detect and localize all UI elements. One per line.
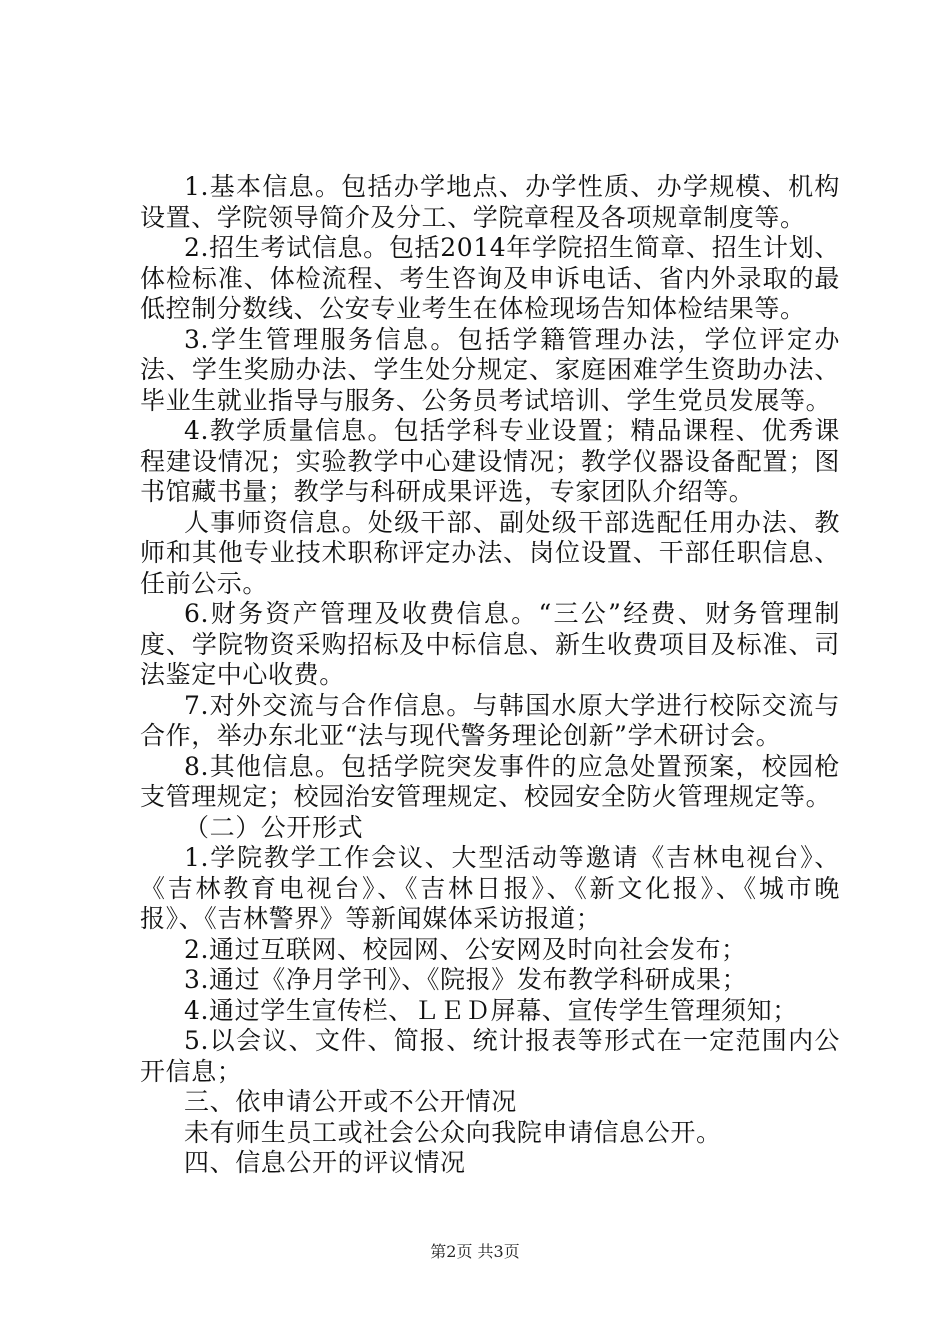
paragraph-form-journal: 3.通过《净月学刊》、《院报》发布教学科研成果； xyxy=(184,965,748,994)
paragraph-basic-info: 1.基本信息。包括办学地点、办学性质、办学规模、机构设置、学院领导简介及分工、学院章程及各项规章制度等。 xyxy=(140,172,840,232)
paragraph-form-bulletin: 4.通过学生宣传栏、ＬＥＤ屏幕、宣传学生管理须知； xyxy=(184,995,798,1025)
paragraph-form-internet: 2.通过互联网、校园网、公安网及时向社会发布； xyxy=(184,934,747,964)
page-number-footer: 第2页 共3页 xyxy=(430,1242,520,1261)
paragraph-personnel-info: 人事师资信息。处级干部、副处级干部选配任用办法、教师和其他专业技术职称评定办法、岗位设置、干部任职信息、任前公示。 xyxy=(140,507,840,598)
paragraph-admission-info: 2.招生考试信息。包括2014年学院招生简章、招生计划、体检标准、体检流程、考生咨询及申诉电话、省内外录取的最低控制分数线、公安专业考生在体检现场告知体检结果等。 xyxy=(140,233,840,323)
section-heading-request-disclosure: 三、依申请公开或不公开情况 xyxy=(184,1087,517,1116)
paragraph-teaching-quality-info: 4.教学质量信息。包括学科专业设置；精品课程、优秀课程建设情况；实验教学中心建设情况；教学仪器设备配置；图书馆藏书量；教学与科研成果评选，专家团队介绍等。 xyxy=(140,416,840,506)
document-body xyxy=(140,172,840,1179)
paragraph-form-media: 1.学院教学工作会议、大型活动等邀请《吉林电视台》、《吉林教育电视台》、《吉林日报》、《新文化报》、《城市晚报》、《吉林警界》等新闻媒体采访报道； xyxy=(140,843,840,933)
paragraph-no-requests: 未有师生员工或社会公众向我院申请信息公开。 xyxy=(184,1117,722,1147)
paragraph-exchange-info: 7.对外交流与合作信息。与韩国水原大学进行校际交流与合作，举办东北亚“法与现代警务理论创新”学术研讨会。 xyxy=(140,690,840,750)
paragraph-other-info: 8.其他信息。包括学院突发事件的应急处置预案，校园枪支管理规定；校园治安管理规定、校园安全防火管理规定等。 xyxy=(140,751,840,811)
paragraph-form-meetings: 5.以会议、文件、简报、统计报表等形式在一定范围内公开信息； xyxy=(140,1026,840,1086)
paragraph-student-service-info: 3.学生管理服务信息。包括学籍管理办法，学位评定办法、学生奖励办法、学生处分规定、家庭困难学生资助办法、毕业生就业指导与服务、公务员考试培训、学生党员发展等。 xyxy=(140,324,840,415)
section-heading-disclosure-forms: （二）公开形式 xyxy=(184,812,364,842)
section-heading-evaluation: 四、信息公开的评议情况 xyxy=(184,1148,466,1177)
paragraph-finance-info: 6.财务资产管理及收费信息。“三公”经费、财务管理制度、学院物资采购招标及中标信息、新生收费项目及标准、司法鉴定中心收费。 xyxy=(140,599,840,689)
